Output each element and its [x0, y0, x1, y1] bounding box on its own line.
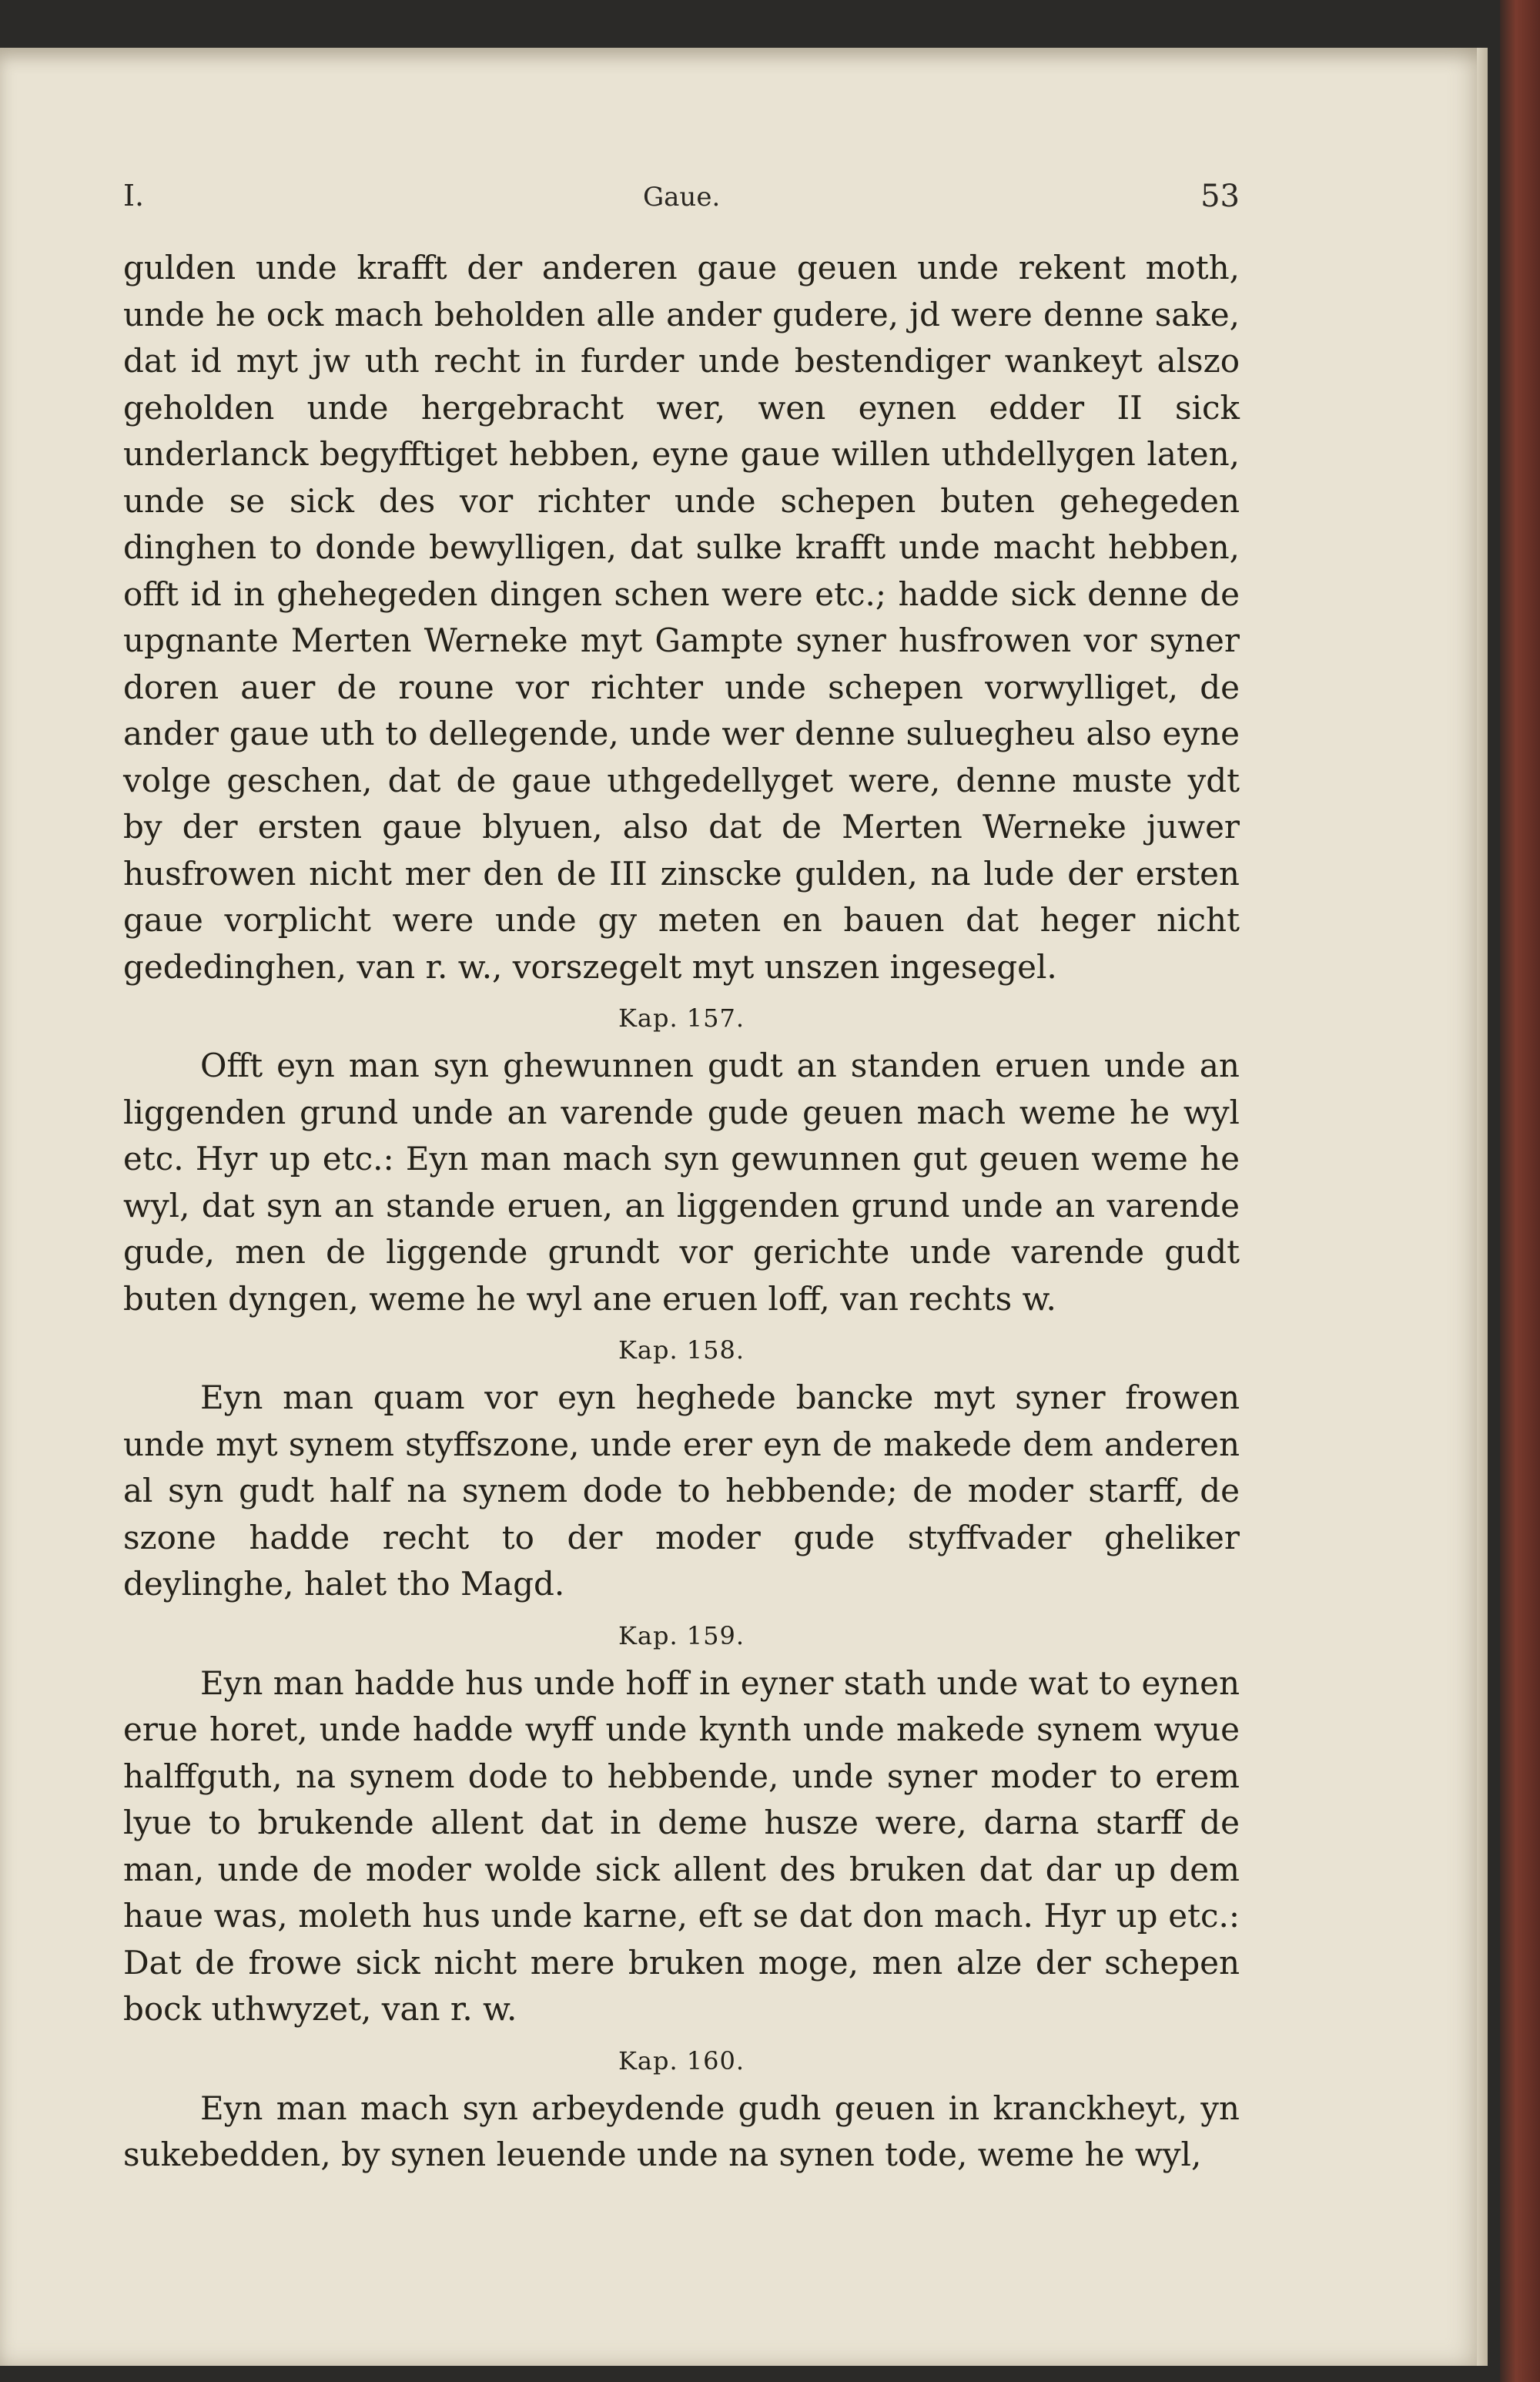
running-header	[123, 179, 1240, 225]
paragraph-158: Eyn man quam vor eyn heghede bancke myt syner frowen unde myt synem styffszone, unde erer eyn de makede dem anderen al syn gudt half na synem dode to hebbende; de moder starff, de szone hadde recht to der moder gude styffvader gheliker deylinghe, halet tho Magd.	[123, 1379, 1240, 1603]
chapter-heading-160: Kap. 160.	[618, 2045, 745, 2075]
chapter-heading-157: Kap. 157.	[618, 1003, 745, 1033]
page-edge	[1477, 48, 1488, 2366]
chapter-heading-158: Kap. 158.	[618, 1335, 745, 1365]
paragraph-160: Eyn man mach syn arbeydende gudh geuen in kranckheyt, yn sukebedden, by synen leuende unde na synen tode, weme he wyl,	[123, 2089, 1240, 2173]
chapter-heading-159: Kap. 159.	[618, 1620, 745, 1650]
page-number: 53	[1200, 179, 1240, 214]
paragraph-157: Offt eyn man syn ghewunnen gudt an standen eruen unde an liggenden grund unde an varende gude geuen mach weme he wyl etc. Hyr up etc.: Eyn man mach syn gewunnen gut geuen weme he wyl, dat syn an stande eruen, an liggenden grund unde an varende gude, men de liggende grundt vor gerichte unde varende gudt buten dyngen, weme he wyl ane eruen loff, van rechts w.	[123, 1047, 1240, 1318]
paragraph-159: Eyn man hadde hus unde hoff in eyner stath unde wat to eynen erue horet, unde hadde wyff unde kynth unde makede synem wyue halffguth, na synem dode to hebbende, unde syner moder to erem lyue to brukende allent dat in deme husze were, darna starff de man, unde de moder wolde sick allent des bruken dat dar up dem haue was, moleth hus unde karne, eft se dat don mach. Hyr up etc.: Dat de frowe sick nicht mere bruken moge, men alze der schepen bock uthwyzet, van r. w.	[123, 1663, 1240, 2028]
header-title: Gaue.	[643, 182, 721, 213]
body-text	[123, 245, 1240, 2179]
header-section-number: I.	[123, 179, 145, 213]
book-cover-edge	[1500, 0, 1540, 2382]
paragraph-continued: gulden unde krafft der anderen gaue geuen unde rekent moth, unde he ock mach beholden alle ander gudere, jd were denne sake, dat id myt jw uth recht in furder unde bestendiger wankeyt alszo geholden unde hergebracht wer, wen eynen edder II sick underlanck begyfftiget hebben, eyne gaue willen uthdellygen laten, unde se sick des vor richter unde schepen buten gehegeden dinghen to donde bewylligen, dat sulke krafft unde macht hebben, offt id in ghehegeden dingen schen were etc.; hadde sick denne de upgnante Merten Werneke myt Gampte syner husfrowen vor syner doren auer de roune vor richter unde schepen vorwylliget, de ander gaue uth to dellegende, unde wer denne suluegheu also eyne volge geschen, dat de gaue uthgedellyget were, denne muste ydt by der ersten gaue blyuen, also dat de Merten Werneke juwer husfrowen nicht mer den de III zinscke gulden, na lude der ersten gaue vorplicht were unde gy meten en bauen dat heger nicht gededinghen, van r. w., vorszegelt myt unszen ingesegel.	[123, 249, 1240, 986]
